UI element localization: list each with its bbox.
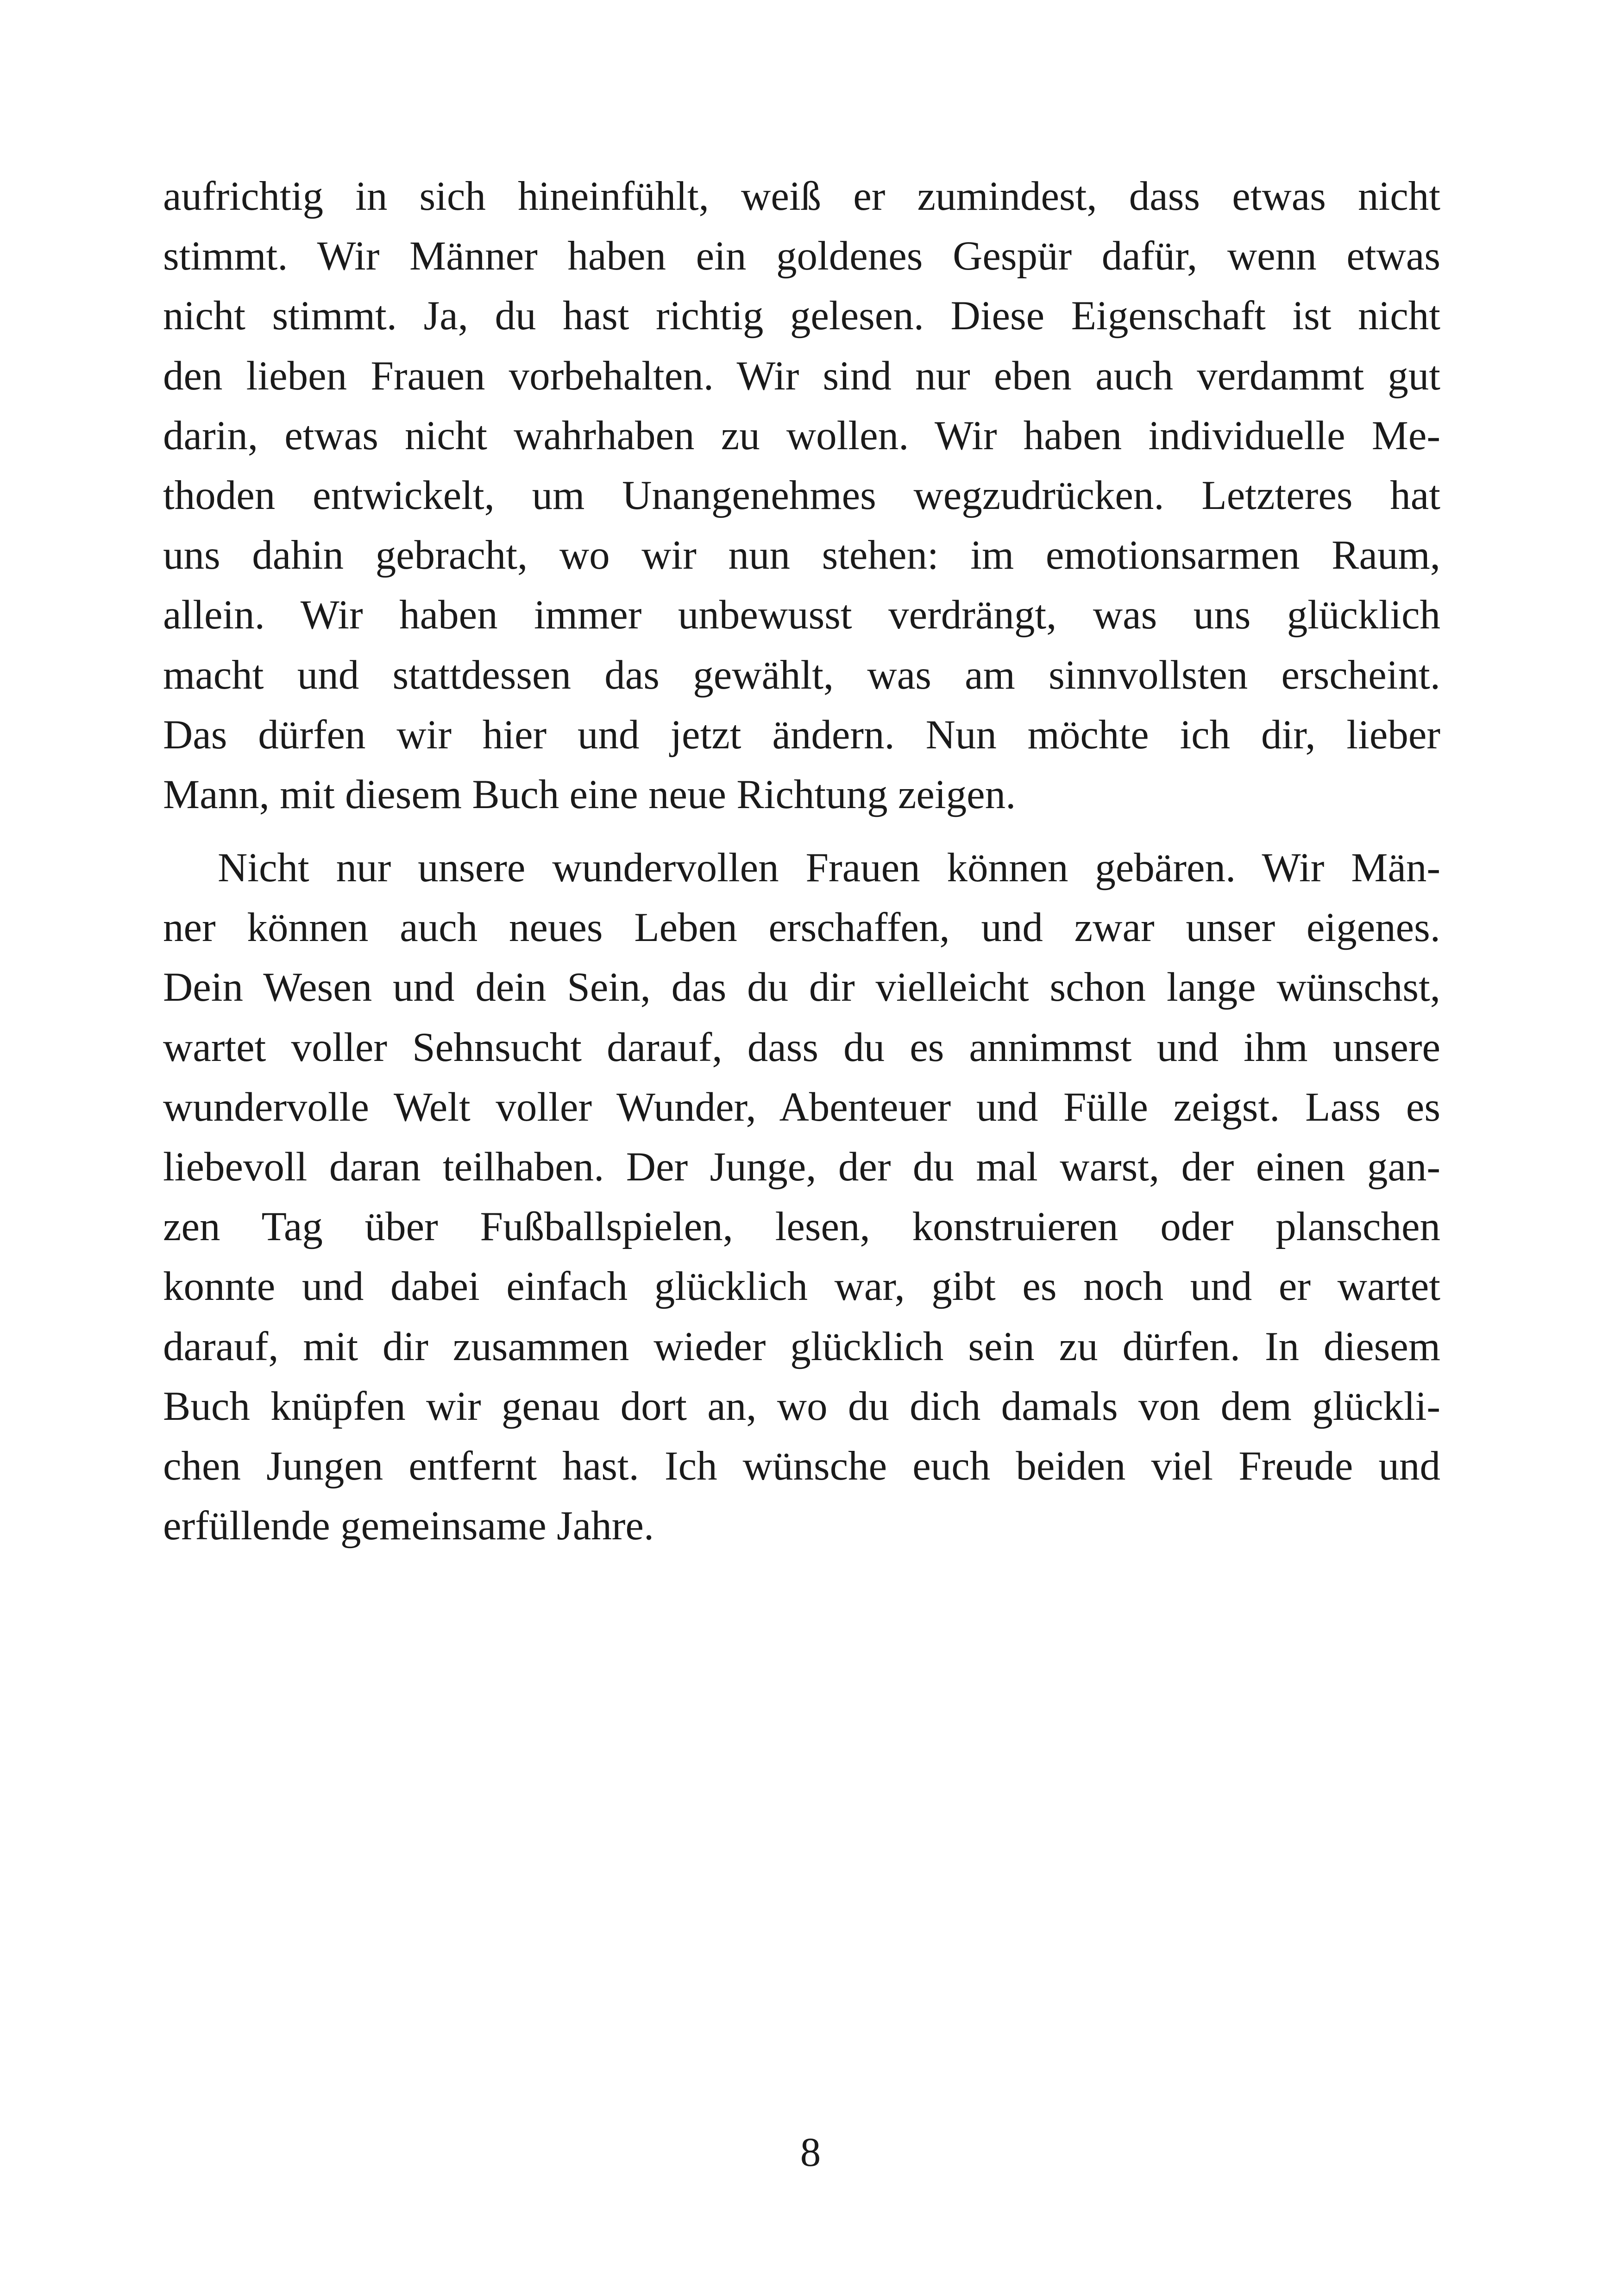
text-line: konnte und dabei einfach glücklich war, gibt es noch und er wartet (163, 1264, 1440, 1310)
text-line: darin, etwas nicht wahrhaben zu wollen. Wir haben individuelle Me- (163, 413, 1440, 458)
text-line: chen Jungen entfernt hast. Ich wünsche euch beiden viel Freude und (163, 1443, 1440, 1489)
text-line: liebevoll daran teilhaben. Der Junge, der du mal warst, der einen gan- (163, 1144, 1440, 1190)
text-line: thoden entwickelt, um Unangenehmes wegzudrücken. Letzteres hat (163, 472, 1440, 518)
text-line: den lieben Frauen vorbehalten. Wir sind nur eben auch verdammt gut (163, 353, 1440, 399)
text-line: nicht stimmt. Ja, du hast richtig gelesen. Diese Eigenschaft ist nicht (163, 293, 1440, 339)
text-line: zen Tag über Fußballspielen, lesen, konstruieren oder planschen (163, 1204, 1440, 1250)
text-line: erfüllende gemeinsame Jahre. (163, 1503, 654, 1549)
text-line: Buch knüpfen wir genau dort an, wo du dich damals von dem glückli- (163, 1383, 1440, 1429)
text-line: wartet voller Sehnsucht darauf, dass du es annimmst und ihm unsere (163, 1024, 1440, 1070)
text-line: stimmt. Wir Männer haben ein goldenes Gespür dafür, wenn etwas (163, 233, 1440, 279)
paragraph-2 (163, 838, 1440, 1556)
text-line: macht und stattdessen das gewählt, was am sinnvollsten erscheint. (163, 652, 1440, 698)
body-text (163, 167, 1440, 1556)
text-line: uns dahin gebracht, wo wir nun stehen: im emotionsarmen Raum, (163, 533, 1440, 578)
paragraph-1 (163, 167, 1440, 825)
text-line: darauf, mit dir zusammen wieder glücklich sein zu dürfen. In diesem (163, 1324, 1440, 1369)
text-line: Mann, mit diesem Buch eine neue Richtung zeigen. (163, 772, 1016, 817)
text-line: ner können auch neues Leben erschaffen, und zwar unser eigenes. (163, 905, 1440, 951)
page-number: 8 (800, 2130, 821, 2175)
text-line: allein. Wir haben immer unbewusst verdrängt, was uns glücklich (163, 592, 1440, 638)
text-line: aufrichtig in sich hineinfühlt, weiß er zumindest, dass etwas nicht (163, 174, 1440, 219)
text-line: Das dürfen wir hier und jetzt ändern. Nun möchte ich dir, lieber (163, 712, 1440, 758)
text-line: Nicht nur unsere wundervollen Frauen können gebären. Wir Män- (218, 845, 1440, 891)
text-line: Dein Wesen und dein Sein, das du dir vielleicht schon lange wünschst, (163, 965, 1440, 1010)
paragraph-spacer (163, 825, 1440, 838)
text-line: wundervolle Welt voller Wunder, Abenteuer und Fülle zeigst. Lass es (163, 1084, 1440, 1130)
